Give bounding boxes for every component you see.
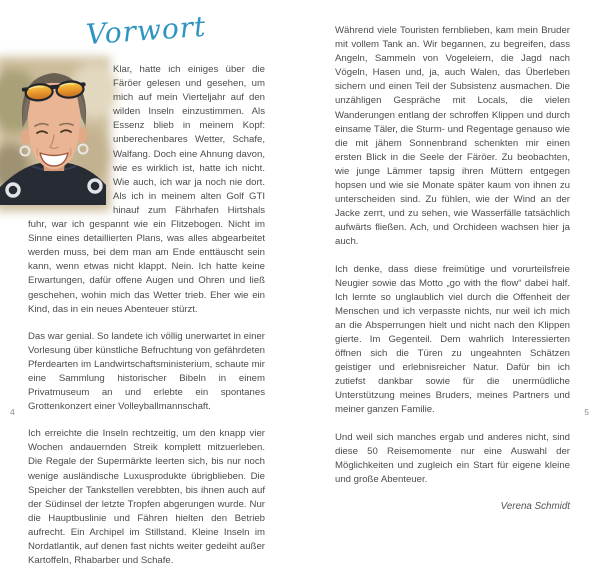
- page-number-left: 4: [10, 407, 15, 417]
- paragraph: Das war genial. So landete ich völlig unerwartet in einer Vorlesung über künstliche Befruchtung von gefährdeten Pferdearten im Landwirtschaftsministerium, schaute mir eine Sammlung historischer Bibeln in einem Privatmuseum an und erlebte ein spontanes Grottenkonzert einer Volleyballmannschaft.: [28, 330, 265, 413]
- paragraph: Ich denke, dass diese freimütige und vorurteilsfreie Neugier sowie das Motto „go with the flow“ dabei half. Ich lernte so unglaublich viel durch die Offenheit der Menschen und ich verpasste nichts, nur weil ich mich an die Absperrungen hielt und nicht nach den Klippen gierte. Im Gegenteil. Dem wahrlich Interessierten öffnen sich die Türen zu ungeahnten Schätzen geistiger und erlebnisreicher Natur. Dafür bin ich zutiefst dankbar sowie für die unermüdliche Unterstützung meines Bruders, meines Partners und meiner ganzen Familie.: [335, 263, 570, 416]
- page-title: Vorwort: [85, 9, 208, 52]
- paragraph: Ich erreichte die Inseln rechtzeitig, um den knapp vier Wochen andauernden Streik komplett mitzuerleben. Die Regale der Supermärkte leerten sich, bis nur noch wenige ausländische Luxusprodukte übrigblieben. Die Speicher der Tankstellen verebbten, bis ihnen auch auf der Südinsel der letzte Tropfen abgerungen wurde. Nur die Hauptbuslinie und Fähren hielten den Betrieb aufrecht. Ein Archipel im Stillstand. Kleine Inseln im Nordatlantik, auf denen fast nichts weiter gedeiht außer Kartoffeln, Rhabarber und Schafe.: [28, 428, 265, 567]
- author-photo: [2, 63, 104, 205]
- paragraph: Klar, hatte ich einiges über die Färöer gelesen und gesehen, um mich auf mein Vierteljahr auf den wilden Inseln einzustimmen. Als Essenz blieb in meinem Kopf: unberechenbares Wetter, Schafe, Walfang. Doch eine Ahnung davon, wie es wirklich ist, hatte ich nicht. Wie auch, ich war ja noch nie dort. Als ich in meinem alten Golf GTI hinauf zum Fährhafen Hirtshals fuhr, war ich gespannt wie ein Flitzebogen. Nicht im Sinne eines detaillierten Plans, was alles abgearbeitet werden muss, bei dem man am Ende enttäuscht sein kann, wenn etwas nicht klappt. Nein. Ich hatte keine Erwartungen, dafür offene Augen und Ohren und ließ geschehen, wohin mich das Wetter trieb. Eher wie ein Kind, das in ein neues Abenteuer stürzt.: [28, 64, 265, 315]
- paragraph: Und weil sich manches ergab und anderes nicht, sind diese 50 Reisemomente nur eine Auswahl der Möglichkeiten und zugleich ein Start für eigene kleine und große Abenteuer.: [335, 431, 570, 485]
- page-number-right: 5: [584, 407, 589, 417]
- page-left: [0, 0, 300, 567]
- left-page-text: [28, 63, 265, 568]
- author-photo-illustration: [2, 63, 104, 205]
- paragraph: Während viele Touristen fernblieben, kam mein Bruder mit vollem Tank an. Wir begannen, zu begreifen, dass Angeln, Sammeln von Vogeleiern, die Jagd nach Vögeln, Hasen und, ja, auch Walen, das Überleben sichern und einen Teil der Subsistenz ausmachen. Die unzähligen Gespräche mit Locals, die vielen Wanderungen entlang der schroffen Klippen und durch einsame Täler, die Sturm- und Regentage genauso wie die mit jähem Sonnenbrand schenkten mir einen ersten Blick in die Seele der Färöer. Zu beobachten, wie junge Lämmer tapsig ihren Müttern entgegen hopsen und wie sie Monate später kaum von ihnen zu unterscheiden sind. Zu fühlen, wie der Wind an der Jacke zerrt, und zu sehen, wie Wasserfälle tatsächlich aufwärts fließen. Ach, und Orchideen wachsen hier ja auch.: [335, 25, 570, 248]
- author-signature: Verena Schmidt: [500, 500, 570, 512]
- right-page-text: [335, 24, 570, 514]
- title-wrap: [28, 9, 265, 58]
- page-right: [300, 0, 600, 512]
